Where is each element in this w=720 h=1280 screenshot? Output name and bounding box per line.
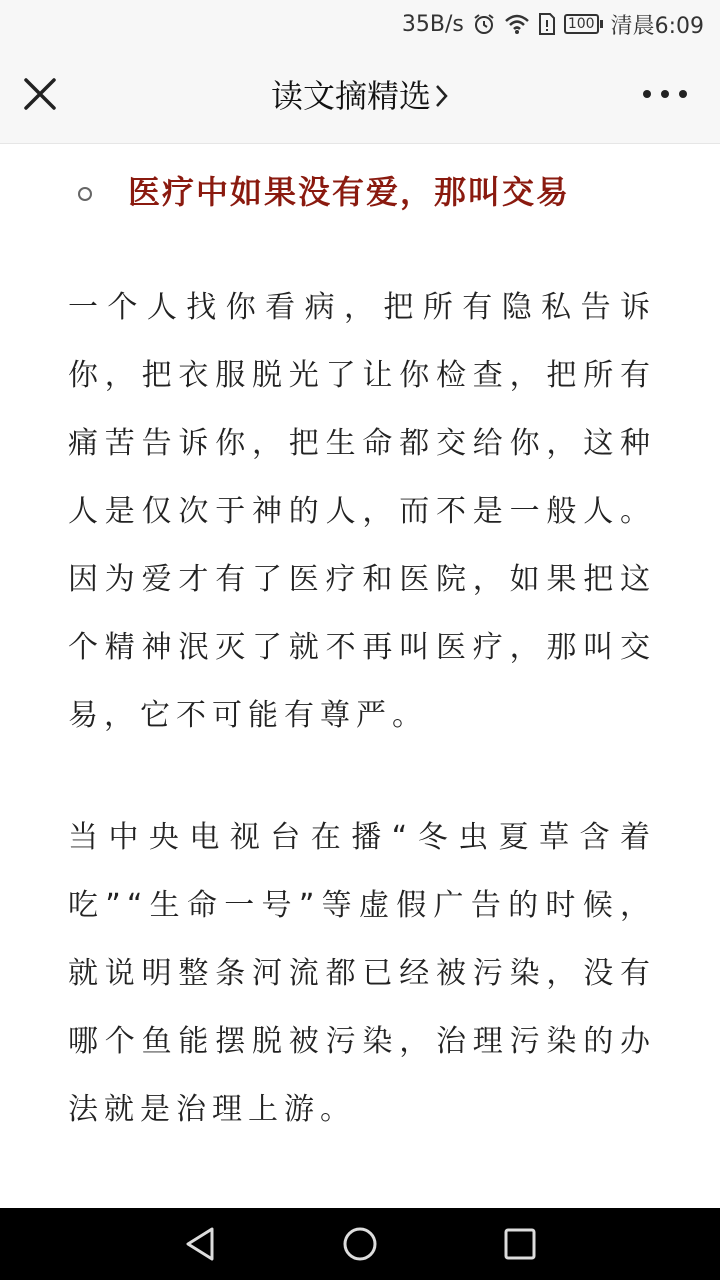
bullet-circle-icon [78,187,92,201]
alarm-icon [472,12,496,36]
back-triangle-icon[interactable] [182,1226,218,1262]
article-heading: 医疗中如果没有爱，那叫交易 [128,173,571,211]
battery-icon [564,14,603,34]
clock-time: 清晨6:09 [610,13,704,39]
recents-square-icon[interactable] [502,1226,538,1262]
title-bar [0,48,720,144]
chevron-right-icon [435,74,449,122]
status-bar [0,0,720,48]
network-speed: 35B/s [401,11,464,37]
more-icon[interactable] [640,82,690,106]
home-circle-icon[interactable] [342,1226,378,1262]
sim-icon [538,12,556,36]
page-title-link[interactable] [0,72,720,120]
wifi-icon [504,13,530,35]
system-navigation-bar [0,1208,720,1280]
article-content[interactable] [0,144,720,1208]
page-title: 读文摘精选 [270,77,431,115]
article-heading-row [0,170,720,218]
battery-level: 100 [564,14,599,34]
article-paragraph: 一个人找你看病，把所有隐私告诉你，把衣服脱光了让你检查，把所有痛苦告诉你，把生命都交给你，这种人是仅次于神的人，而不是一般人。因为爱才有了医疗和医院，如果把这个精神泯灭了就不再叫医疗，那叫交易，它不可能有尊严。 [68,290,656,733]
article-paragraph: 当中央电视台在播“冬虫夏草含着吃”“生命一号”等虚假广告的时候，就说明整条河流都已经被污染，没有哪个鱼能摆脱被污染，治理污染的办法就是治理上游。 [68,820,656,1127]
